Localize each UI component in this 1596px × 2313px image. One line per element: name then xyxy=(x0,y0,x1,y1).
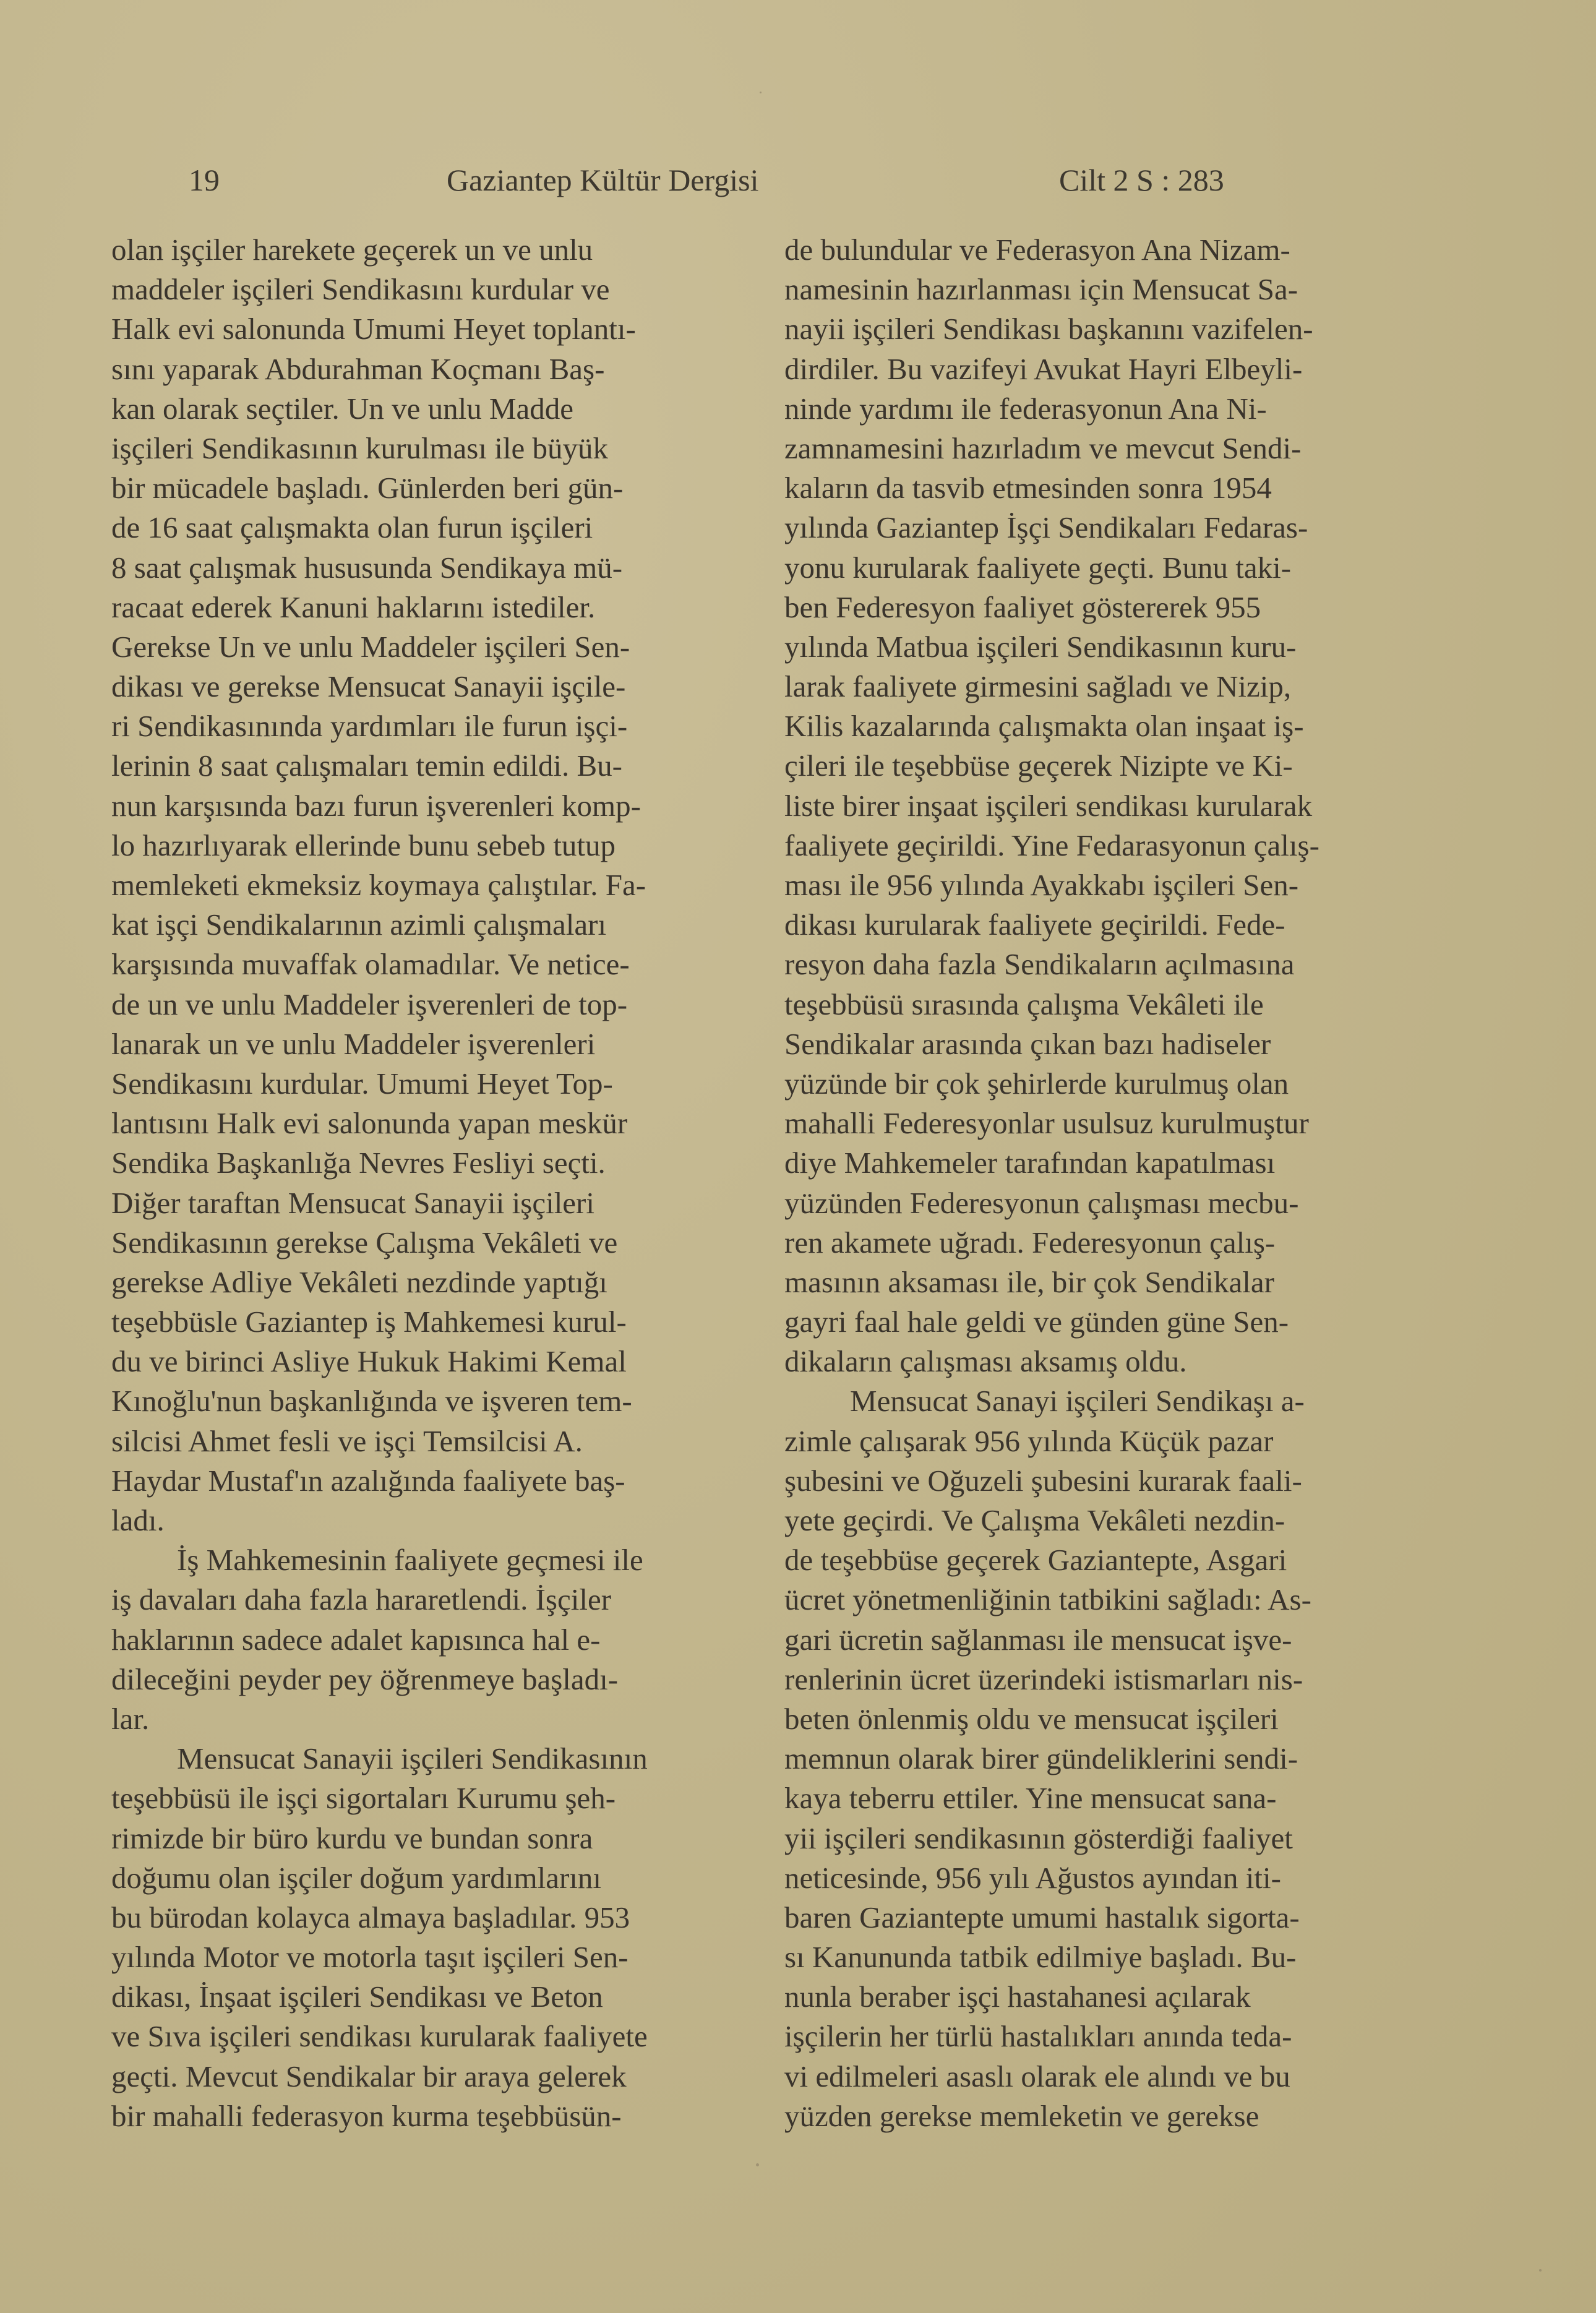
text-line: bir mücadele başladı. Günlerden beri gün- xyxy=(111,471,624,505)
text-line: yılında Matbua işçileri Sendikasının kuru- xyxy=(784,629,1297,664)
text-line: kan olarak seçtiler. Un ve unlu Madde xyxy=(111,391,574,426)
text-line: ması ile 956 yılında Ayakkabı işçileri Sen- xyxy=(784,868,1299,902)
paper-speck xyxy=(760,92,762,93)
text-line: rimizde bir büro kurdu ve bundan sonra xyxy=(111,1821,593,1855)
text-line: de 16 saat çalışmakta olan furun işçileri xyxy=(111,510,593,545)
text-line: Sendikalar arasında çıkan bazı hadiseler xyxy=(784,1026,1271,1061)
text-line: yüzünden Federesyonun çalışması mecbu- xyxy=(784,1185,1299,1220)
text-line: lerinin 8 saat çalışmaları temin edildi. Bu- xyxy=(111,749,622,783)
text-line: bir mahalli federasyon kurma teşebbüsün- xyxy=(111,2098,622,2133)
text-line: memleketi ekmeksiz koymaya çalıştılar. Fa- xyxy=(111,868,646,902)
running-header xyxy=(0,162,1596,212)
text-line: doğumu olan işçiler doğum yardımlarını xyxy=(111,1860,602,1895)
text-line: de un ve unlu Maddeler işverenleri de top- xyxy=(111,987,628,1021)
text-line: lantısını Halk evi salonunda yapan meskür xyxy=(111,1106,628,1141)
text-line: teşebbüsle Gaziantep iş Mahkemesi kurul- xyxy=(111,1305,627,1339)
text-line: yonu kurularak faaliyete geçti. Bunu taki- xyxy=(784,550,1292,585)
text-line: Sendikasının gerekse Çalışma Vekâleti ve xyxy=(111,1225,618,1259)
text-line: kat işçi Sendikalarının azimli çalışmaları xyxy=(111,908,607,942)
text-line: yete geçirdi. Ve Çalışma Vekâleti nezdin- xyxy=(784,1503,1285,1537)
text-line: ladı. xyxy=(111,1503,165,1537)
text-line: karşısında muvaffak olamadılar. Ve netice- xyxy=(111,947,630,982)
text-line: haklarının sadece adalet kapısınca hal e- xyxy=(111,1622,601,1657)
text-line: lanarak un ve unlu Maddeler işverenleri xyxy=(111,1026,596,1061)
page-number: 19 xyxy=(189,163,220,197)
text-line: gari ücretin sağlanması ile mensucat işve- xyxy=(784,1622,1292,1657)
text-line: zimle çalışarak 956 yılında Küçük pazar xyxy=(784,1423,1274,1458)
text-line: gerekse Adliye Vekâleti nezdinde yaptığı xyxy=(111,1264,607,1299)
text-line: Mensucat Sanayii işçileri Sendikasının xyxy=(177,1741,648,1776)
text-line: işçilerin her türlü hastalıkları anında teda- xyxy=(784,2019,1292,2054)
text-line: olan işçiler harekete geçerek un ve unlu xyxy=(111,233,593,267)
text-line: racaat ederek Kanuni haklarını istediler. xyxy=(111,590,596,624)
text-line: lar. xyxy=(111,1701,150,1736)
text-line: faaliyete geçirildi. Yine Fedarasyonun çalış- xyxy=(784,828,1319,862)
text-line: Haydar Mustaf'ın azalığında faaliyete baş- xyxy=(111,1463,625,1498)
text-line: nayii işçileri Sendikası başkanını vazifelen- xyxy=(784,312,1313,346)
text-line: dikası ve gerekse Mensucat Sanayii işçile- xyxy=(111,669,626,704)
text-line: dirdiler. Bu vazifeyi Avukat Hayri Elbeyli- xyxy=(784,351,1303,386)
text-line: sı Kanununda tatbik edilmiye başladı. Bu- xyxy=(784,1940,1297,1975)
text-line: yılında Gaziantep İşçi Sendikaları Fedaras- xyxy=(784,510,1308,545)
text-line: vi edilmeleri asaslı olarak ele alındı ve bu xyxy=(784,2059,1290,2093)
text-line: masının aksaması ile, bir çok Sendikalar xyxy=(784,1264,1274,1299)
text-line: geçti. Mevcut Sendikalar bir araya gelerek xyxy=(111,2059,627,2093)
text-line: beten önlenmiş oldu ve mensucat işçileri xyxy=(784,1701,1279,1736)
text-line: diye Mahkemeler tarafından kapatılması xyxy=(784,1146,1276,1180)
journal-title: Gaziantep Kültür Dergisi xyxy=(447,163,759,197)
text-line: silcisi Ahmet fesli ve işçi Temsilcisi A. xyxy=(111,1423,583,1458)
text-line: Gerekse Un ve unlu Maddeler işçileri Sen- xyxy=(111,629,630,664)
text-line: zamnamesini hazırladım ve mevcut Sendi- xyxy=(784,431,1302,465)
text-line: dikaların çalışması aksamış oldu. xyxy=(784,1344,1187,1379)
text-line: Halk evi salonunda Umumi Heyet toplantı- xyxy=(111,312,636,346)
text-line: yüzünde bir çok şehirlerde kurulmuş olan xyxy=(784,1066,1289,1101)
text-line: de teşebbüse geçerek Gaziantepte, Asgari xyxy=(784,1543,1287,1577)
text-line: du ve birinci Asliye Hukuk Hakimi Kemal xyxy=(111,1344,627,1379)
text-line: kaların da tasvib etmesinden sonra 1954 xyxy=(784,471,1272,505)
text-line: namesinin hazırlanması için Mensucat Sa- xyxy=(784,272,1298,307)
text-line: 8 saat çalışmak hususunda Sendikaya mü- xyxy=(111,550,623,585)
text-line: nun karşısında bazı furun işverenleri komp- xyxy=(111,788,641,823)
text-line: işçileri Sendikasının kurulması ile büyük xyxy=(111,431,608,465)
volume-issue: Cilt 2 S : 283 xyxy=(1059,163,1224,197)
text-line: bu bürodan kolayca almaya başladılar. 953 xyxy=(111,1900,630,1934)
text-line: teşebbüsü ile işçi sigortaları Kurumu şeh- xyxy=(111,1781,616,1816)
text-line: ren akamete uğradı. Federesyonun çalış- xyxy=(784,1225,1276,1259)
text-line: şubesini ve Oğuzeli şubesini kurarak faali- xyxy=(784,1463,1302,1498)
left-column xyxy=(111,230,742,2136)
text-line: yii işçileri sendikasının gösterdiği faaliyet xyxy=(784,1821,1293,1855)
text-line: Diğer taraftan Mensucat Sanayii işçileri xyxy=(111,1185,594,1220)
text-line: Mensucat Sanayi işçileri Sendikaşı a- xyxy=(850,1384,1305,1418)
paper-speck xyxy=(756,2163,759,2166)
text-line: lo hazırlıyarak ellerinde bunu sebeb tutup xyxy=(111,828,616,862)
text-line: dikası kurularak faaliyete geçirildi. Fede- xyxy=(784,908,1285,942)
text-line: yılında Motor ve motorla taşıt işçileri Sen- xyxy=(111,1940,629,1975)
text-line: sını yaparak Abdurahman Koçmanı Baş- xyxy=(111,351,605,386)
text-line: ücret yönetmenliğinin tatbikini sağladı: As- xyxy=(784,1582,1311,1617)
text-line: memnun olarak birer gündeliklerini sendi- xyxy=(784,1741,1298,1776)
text-line: dikası, İnşaat işçileri Sendikası ve Beton xyxy=(111,1980,603,2014)
text-line: teşebbüsü sırasında çalışma Vekâleti ile xyxy=(784,987,1264,1021)
text-line: mahalli Federesyonlar usulsuz kurulmuştur xyxy=(784,1106,1309,1141)
text-line: İş Mahkemesinin faaliyete geçmesi ile xyxy=(177,1543,643,1577)
right-column xyxy=(784,230,1415,2136)
text-line: renlerinin ücret üzerindeki istismarları nis- xyxy=(784,1662,1303,1696)
text-line: ben Federesyon faaliyet göstererek 955 xyxy=(784,590,1261,624)
text-line: nunla beraber işçi hastahanesi açılarak xyxy=(784,1980,1251,2014)
text-line: ri Sendikasınında yardımları ile furun işçi- xyxy=(111,709,628,744)
text-line: çileri ile teşebbüse geçerek Nizipte ve Ki- xyxy=(784,749,1293,783)
text-line: Sendika Başkanlığa Nevres Fesliyi seçti. xyxy=(111,1146,606,1180)
text-line: Kınoğlu'nun başkanlığında ve işveren tem- xyxy=(111,1384,632,1418)
text-line: yüzden gerekse memleketin ve gerekse xyxy=(784,2098,1259,2133)
paper-speck xyxy=(1539,2269,1542,2272)
text-line: baren Gaziantepte umumi hastalık sigorta- xyxy=(784,1900,1300,1934)
text-line: liste birer inşaat işçileri sendikası kurularak xyxy=(784,788,1313,823)
text-line: resyon daha fazla Sendikaların açılmasına xyxy=(784,947,1295,982)
text-line: neticesinde, 956 yılı Ağustos ayından iti- xyxy=(784,1860,1281,1895)
text-line: Sendikasını kurdular. Umumi Heyet Top- xyxy=(111,1066,613,1101)
text-line: Kilis kazalarında çalışmakta olan inşaat iş- xyxy=(784,709,1304,744)
text-line: larak faaliyete girmesini sağladı ve Nizip, xyxy=(784,669,1292,704)
text-line: ve Sıva işçileri sendikası kurularak faaliyete xyxy=(111,2019,648,2054)
text-line: maddeler işçileri Sendikasını kurdular ve xyxy=(111,272,610,307)
text-line: iş davaları daha fazla hararetlendi. İşçiler xyxy=(111,1582,612,1617)
text-line: ninde yardımı ile federasyonun Ana Ni- xyxy=(784,391,1267,426)
text-line: kaya teberru ettiler. Yine mensucat sana- xyxy=(784,1781,1277,1816)
text-line: gayri faal hale geldi ve günden güne Sen- xyxy=(784,1305,1289,1339)
text-line: de bulundular ve Federasyon Ana Nizam- xyxy=(784,233,1290,267)
text-line: dileceğini peyder pey öğrenmeye başladı- xyxy=(111,1662,619,1696)
